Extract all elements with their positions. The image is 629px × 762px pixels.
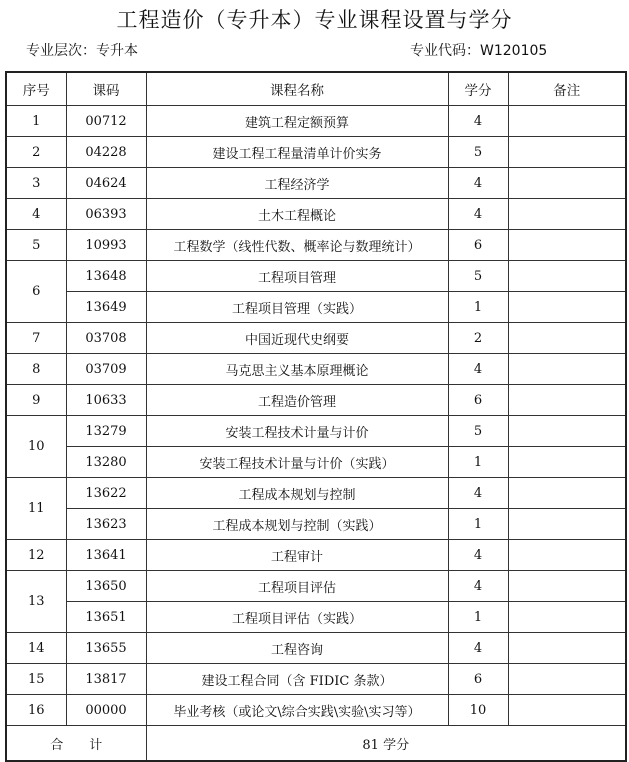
row-note [508, 695, 626, 726]
row-course-name: 工程造价管理 [146, 385, 448, 416]
table-row [6, 261, 626, 292]
row-credit: 4 [448, 168, 508, 199]
total-value: 81 学分 [146, 726, 626, 762]
row-note [508, 292, 626, 323]
major-code: 专业代码：W120105 [410, 43, 548, 59]
row-code: 13641 [66, 540, 146, 571]
row-course-name: 工程成本规划与控制 [146, 478, 448, 509]
row-code: 13650 [66, 571, 146, 602]
course-table [5, 71, 627, 762]
row-course-name: 建筑工程定额预算 [146, 106, 448, 137]
row-credit: 5 [448, 416, 508, 447]
table-row [6, 695, 626, 726]
row-note [508, 571, 626, 602]
row-course-name: 建设工程合同（含 FIDIC 条款） [146, 664, 448, 695]
row-credit: 4 [448, 478, 508, 509]
row-course-name: 安装工程技术计量与计价 [146, 416, 448, 447]
row-course-name: 工程项目评估 [146, 571, 448, 602]
header-code: 课码 [66, 72, 146, 106]
table-row [6, 540, 626, 571]
row-credit: 5 [448, 137, 508, 168]
total-row [6, 726, 626, 762]
row-course-name: 工程成本规划与控制（实践） [146, 509, 448, 540]
row-note [508, 385, 626, 416]
row-credit: 4 [448, 199, 508, 230]
row-code: 13651 [66, 602, 146, 633]
row-note [508, 602, 626, 633]
row-course-name: 工程咨询 [146, 633, 448, 664]
row-seq: 16 [6, 695, 66, 726]
row-seq: 11 [6, 478, 66, 540]
row-seq: 9 [6, 385, 66, 416]
table-row [6, 323, 626, 354]
row-note [508, 137, 626, 168]
table-row [6, 292, 626, 323]
major-level: 专业层次：专升本 [26, 43, 138, 59]
row-code: 13623 [66, 509, 146, 540]
row-code: 04624 [66, 168, 146, 199]
table-row [6, 478, 626, 509]
table-row [6, 664, 626, 695]
table-row [6, 633, 626, 664]
row-seq: 8 [6, 354, 66, 385]
row-course-name: 工程经济学 [146, 168, 448, 199]
row-note [508, 509, 626, 540]
row-note [508, 633, 626, 664]
row-seq: 15 [6, 664, 66, 695]
row-code: 13648 [66, 261, 146, 292]
header-credit: 学分 [448, 72, 508, 106]
row-note [508, 106, 626, 137]
row-credit: 1 [448, 292, 508, 323]
row-code: 13622 [66, 478, 146, 509]
row-course-name: 中国近现代史纲要 [146, 323, 448, 354]
row-credit: 6 [448, 230, 508, 261]
row-course-name: 安装工程技术计量与计价（实践） [146, 447, 448, 478]
row-credit: 1 [448, 509, 508, 540]
row-code: 13279 [66, 416, 146, 447]
row-course-name: 工程项目管理 [146, 261, 448, 292]
table-row [6, 571, 626, 602]
row-seq: 3 [6, 168, 66, 199]
row-course-name: 工程数学（线性代数、概率论与数理统计） [146, 230, 448, 261]
table-row [6, 106, 626, 137]
row-seq: 12 [6, 540, 66, 571]
row-credit: 2 [448, 323, 508, 354]
row-code: 00000 [66, 695, 146, 726]
row-course-name: 工程项目评估（实践） [146, 602, 448, 633]
row-note [508, 168, 626, 199]
row-credit: 10 [448, 695, 508, 726]
row-note [508, 230, 626, 261]
row-code: 06393 [66, 199, 146, 230]
table-header-row [6, 72, 626, 106]
row-credit: 4 [448, 106, 508, 137]
row-code: 13280 [66, 447, 146, 478]
row-credit: 6 [448, 385, 508, 416]
row-course-name: 毕业考核（或论文\综合实践\实验\实习等） [146, 695, 448, 726]
table-row [6, 168, 626, 199]
row-seq: 1 [6, 106, 66, 137]
row-code: 10993 [66, 230, 146, 261]
row-course-name: 工程项目管理（实践） [146, 292, 448, 323]
row-seq: 14 [6, 633, 66, 664]
row-course-name: 土木工程概论 [146, 199, 448, 230]
table-row [6, 509, 626, 540]
row-seq: 2 [6, 137, 66, 168]
row-note [508, 261, 626, 292]
row-seq: 7 [6, 323, 66, 354]
row-note [508, 447, 626, 478]
row-credit: 5 [448, 261, 508, 292]
table-row [6, 230, 626, 261]
table-row [6, 416, 626, 447]
row-note [508, 354, 626, 385]
row-note [508, 664, 626, 695]
row-credit: 1 [448, 602, 508, 633]
row-code: 13649 [66, 292, 146, 323]
table-row [6, 602, 626, 633]
row-seq: 5 [6, 230, 66, 261]
row-credit: 6 [448, 664, 508, 695]
header-note: 备注 [508, 72, 626, 106]
row-course-name: 工程审计 [146, 540, 448, 571]
row-note [508, 540, 626, 571]
row-code: 00712 [66, 106, 146, 137]
row-code: 03709 [66, 354, 146, 385]
row-credit: 4 [448, 540, 508, 571]
page-title: 工程造价（专升本）专业课程设置与学分 [116, 8, 513, 32]
row-note [508, 323, 626, 354]
row-seq: 13 [6, 571, 66, 633]
table-row [6, 199, 626, 230]
table-row [6, 137, 626, 168]
row-credit: 1 [448, 447, 508, 478]
row-note [508, 478, 626, 509]
row-code: 04228 [66, 137, 146, 168]
row-seq: 10 [6, 416, 66, 478]
row-seq: 6 [6, 261, 66, 323]
row-course-name: 马克思主义基本原理概论 [146, 354, 448, 385]
header-seq: 序号 [6, 72, 66, 106]
row-credit: 4 [448, 571, 508, 602]
row-note [508, 416, 626, 447]
row-code: 03708 [66, 323, 146, 354]
row-credit: 4 [448, 633, 508, 664]
table-row [6, 354, 626, 385]
row-course-name: 建设工程工程量清单计价实务 [146, 137, 448, 168]
row-credit: 4 [448, 354, 508, 385]
row-code: 13817 [66, 664, 146, 695]
table-row [6, 385, 626, 416]
row-note [508, 199, 626, 230]
header-name: 课程名称 [146, 72, 448, 106]
row-seq: 4 [6, 199, 66, 230]
total-label: 合 计 [6, 726, 146, 762]
row-code: 13655 [66, 633, 146, 664]
table-row [6, 447, 626, 478]
row-code: 10633 [66, 385, 146, 416]
